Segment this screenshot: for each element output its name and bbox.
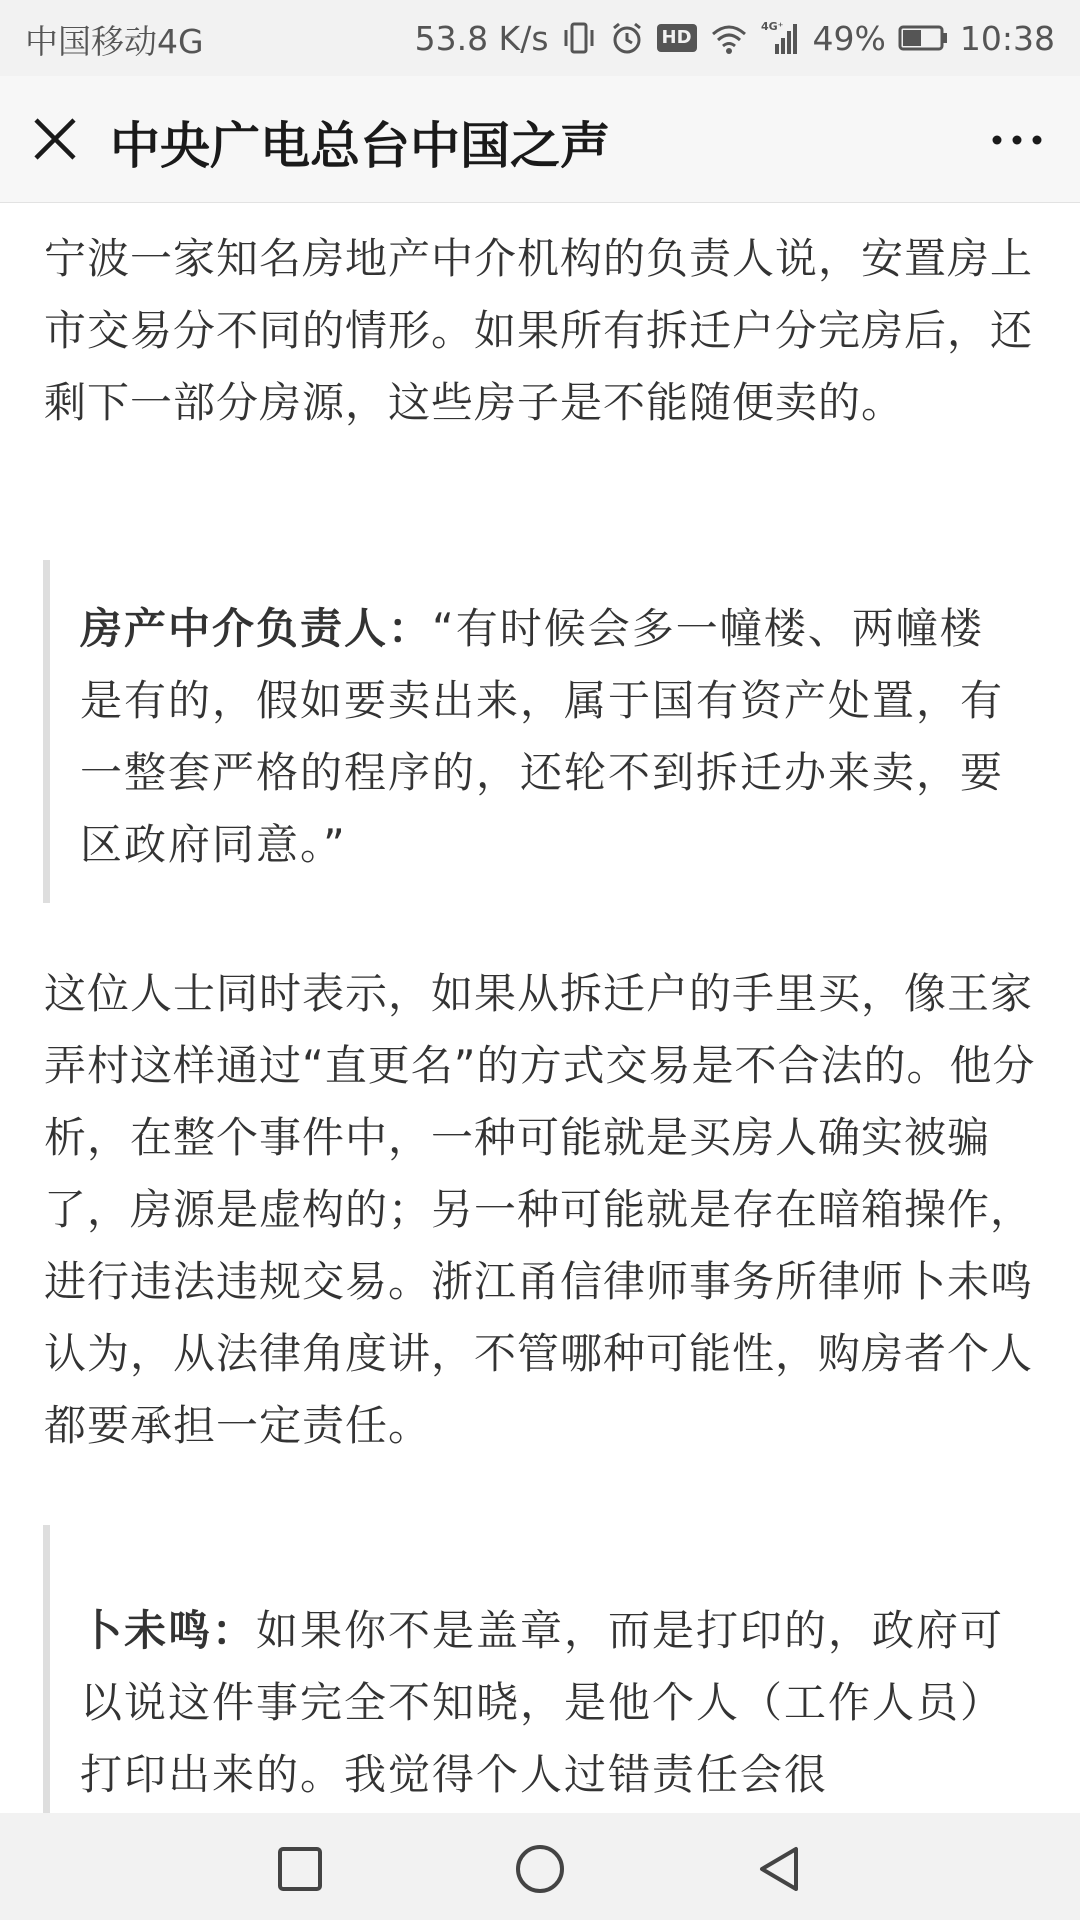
home-circle-icon [510,1839,570,1899]
more-icon [984,112,1050,168]
home-button[interactable] [510,1839,570,1899]
nav-bar [0,1813,1080,1920]
article-paragraph-1: 宁波一家知名房地产中介机构的负责人说，安置房上市交易分不同的情形。如果所有拆迁户分完房后，还剩下一部分房源，这些房子是不能随便卖的。 [44,234,1034,427]
network-type-label: 4G⁺ [760,20,784,33]
signal-icon [761,18,801,58]
status-icons [415,14,1055,62]
quote-speaker-2: 卜未鸣： [80,1606,257,1655]
recents-square-icon [270,1839,330,1899]
quote-speaker-1: 房产中介负责人： [80,604,433,653]
quote-text-2: 如果你不是盖章，而是打印的，政府可以说这件事完全不知晓，是他个人（工作人员）打印出来的。我觉得个人过错责任会很 [80,1606,1005,1799]
quote-block-1 [80,593,1020,881]
clock: 10:38 [959,18,1055,58]
quote-text-1: “有时候会多一幢楼、两幢楼是有的，假如要卖出来，属于国有资产处置，有一整套严格的程序的，还轮不到拆迁办来卖，要区政府同意。” [80,604,1005,869]
close-icon [22,106,88,172]
battery-icon [898,24,948,52]
more-button[interactable] [984,112,1050,168]
page-title: 中央广电总台中国之声 [110,117,610,175]
quote-block-2 [80,1595,1020,1811]
back-button[interactable] [750,1839,810,1899]
network-speed: 53.8 K/s [414,18,549,58]
carrier-label: 中国移动4G [25,22,204,61]
vibrate-icon [561,20,597,56]
status-bar [0,0,1080,76]
quote-bar-2 [43,1525,50,1813]
article-paragraph-2: 这位人士同时表示，如果从拆迁户的手里买，像王家弄村这样通过“直更名”的方式交易是不合法的。他分析，在整个事件中，一种可能就是买房人确实被骗了，房源是虚构的；另一种可能就是存在暗箱操作，进行违法违规交易。浙江甬信律师事务所律师卜未鸣认为，从法律角度讲，不管哪种可能性，购房者个人都要承担一定责任。 [44,969,1036,1450]
close-button[interactable] [22,106,88,172]
quote-bar-1 [43,560,50,903]
title-bar [0,76,1080,203]
back-triangle-icon [750,1839,810,1899]
hd-icon: HD [657,24,697,52]
alarm-icon [609,20,645,56]
recents-button[interactable] [270,1839,330,1899]
wifi-icon [709,20,749,56]
battery-percent: 49% [812,18,886,58]
article-body[interactable] [0,203,1080,1813]
